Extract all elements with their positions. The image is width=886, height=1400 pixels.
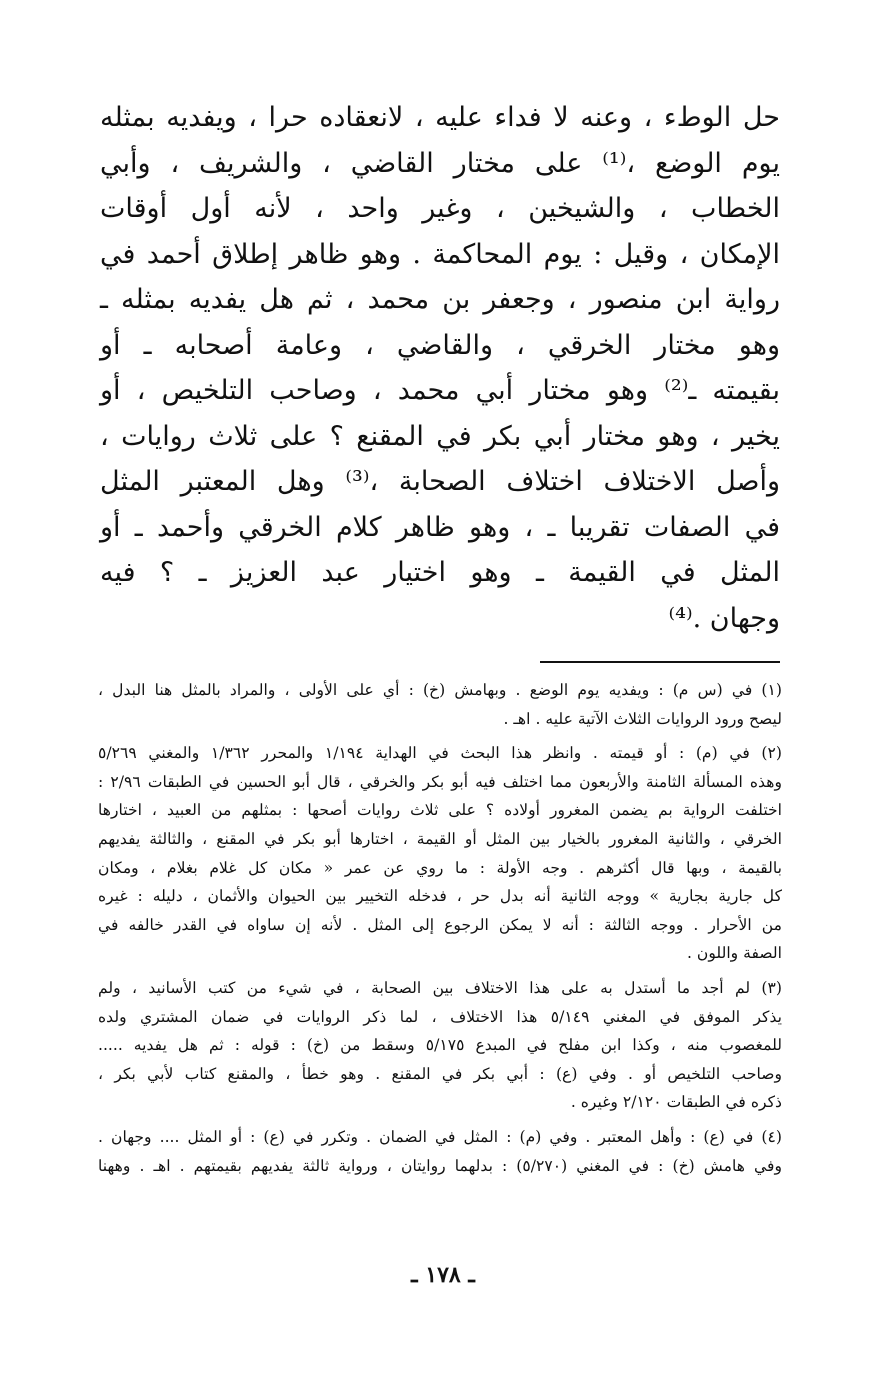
main-text-line: المثل في القيمة ـ وهو اختيار عبد العزيز ـ ؟ فيه xyxy=(100,557,780,588)
footnote-line: (٤) في (ع) : وأهل المعتبر . وفي (م) : المثل في الضمان . وتكرر في (ع) : أو المثل .... وجهان . xyxy=(98,1127,782,1146)
main-text-line: يوم الوضع ،⁽¹⁾ على مختار القاضي ، والشريف ، وأبي xyxy=(100,147,780,179)
footnote-1 xyxy=(98,676,782,733)
main-text-line: رواية ابن منصور ، وجعفر بن محمد ، ثم هل يفديه بمثله ـ xyxy=(100,284,780,315)
footnote-line: كل جارية بجارية » ووجه الثانية أنه بدل حر ، فدخله التخيير بين الحيوان والأثمان ، دليله : غيره xyxy=(98,887,782,906)
footnote-line: للمغصوب منه ، وكذا ابن مفلح في المبدع ٥/١٧٥ وسقط من (خ) : قوله : ثم هل يفديه ..... xyxy=(98,1036,783,1055)
main-text-line: وجهان .⁽⁴⁾ xyxy=(668,602,780,634)
main-text-block xyxy=(100,95,780,641)
footnote-line: وهذه المسألة الثامنة والأربعون مما اختلف فيه أبو بكر والخرقي ، قال أبو الحسين في الطبقات ٢/٩٦ : xyxy=(98,772,782,791)
footnotes-block xyxy=(98,676,782,1186)
footnote-line: يذكر الموفق في المغني ٥/١٤٩ هذا الاختلاف ، لما ذكر الروايات في ضمان المشتري ولده xyxy=(98,1007,782,1026)
main-text-line: بقيمته ـ⁽²⁾ وهو مختار أبي محمد ، وصاحب التلخيص ، أو xyxy=(100,375,780,406)
main-text-line: يخير ، وهو مختار أبي بكر في المقنع ؟ على ثلاث روايات ، xyxy=(100,420,780,452)
footnote-line: وفي هامش (خ) : في المغني (٥/٢٧٠) : بدلهما روايتان ، ورواية ثالثة يفديهم بقيمتهم . اهـ . وههنا xyxy=(98,1156,783,1175)
footnote-line: بالقيمة ، وبها قال أكثرهم . وجه الأولة : ما روي عن عمر « مكان كل غلام بغلام ، ومكان xyxy=(98,858,782,877)
main-text-line: الإمكان ، وقيل : يوم المحاكمة . وهو ظاهر إطلاق أحمد في xyxy=(100,238,780,270)
footnote-line: ذكره في الطبقات ٢/١٢٠ وغيره . xyxy=(570,1093,782,1112)
main-text-line: حل الوطء ، وعنه لا فداء عليه ، لانعقاده حرا ، ويفديه بمثله xyxy=(100,102,780,133)
footnote-line: اختلفت الرواية بم يضمن المغرور أولاده ؟ على ثلاث روايات أصحها : بمثلهم من العبيد ، اختارها xyxy=(98,801,782,820)
main-text-line: الخطاب ، والشيخين ، وغير واحد ، لأنه أول أوقات xyxy=(100,193,780,224)
footnote-line: (١) في (س م) : ويفديه يوم الوضع . وبهامش (خ) : أي على الأولى ، والمراد بالمثل هنا البدل ، xyxy=(98,681,782,699)
footnote-3 xyxy=(98,974,782,1117)
footnote-line: (٢) في (م) : أو قيمته . وانظر هذا البحث في الهداية ١/١٩٤ والمحرر ١/٣٦٢ والمغني ٥/٢٦٩ xyxy=(98,744,782,763)
footnote-line: (٣) لم أجد ما أستدل به على هذا الاختلاف بين الصحابة ، في شيء من كتب الأسانيد ، ولم xyxy=(98,978,782,997)
footnote-line: الصفة واللون . xyxy=(686,944,782,963)
footnote-line: ليصح ورود الروايات الثلاث الآتية عليه . اهـ . xyxy=(503,709,782,728)
footnote-line: من الأحرار . ووجه الثالثة : أنه لا يمكن الرجوع إلى المثل . لأنه إن ساواه في القدر خالفه في xyxy=(98,915,782,934)
main-text-line: وهو مختار الخرقي ، والقاضي ، وعامة أصحابه ـ أو xyxy=(100,329,780,361)
footnote-separator xyxy=(540,661,780,663)
main-text-line: في الصفات تقريبا ـ ، وهو ظاهر كلام الخرقي وأحمد ـ أو xyxy=(100,511,780,543)
footnote-2 xyxy=(98,739,782,968)
footnote-line: الخرقي ، والثانية المغرور بالخيار بين المثل أو القيمة ، اختارها أبو بكر في المقنع ، والثالثة يفديهم xyxy=(98,829,782,848)
main-text-line: وأصل الاختلاف اختلاف الصحابة ،⁽³⁾ وهل المعتبر المثل xyxy=(100,466,781,497)
page-number: ـ ١٧٨ ـ xyxy=(411,1262,475,1288)
footnote-4 xyxy=(98,1123,782,1180)
footnote-line: وصاحب التلخيص أو . وفي (ع) : أبي بكر في المقنع . وهو خطأ ، والمقنع كتاب لأبي بكر ، xyxy=(98,1064,782,1083)
